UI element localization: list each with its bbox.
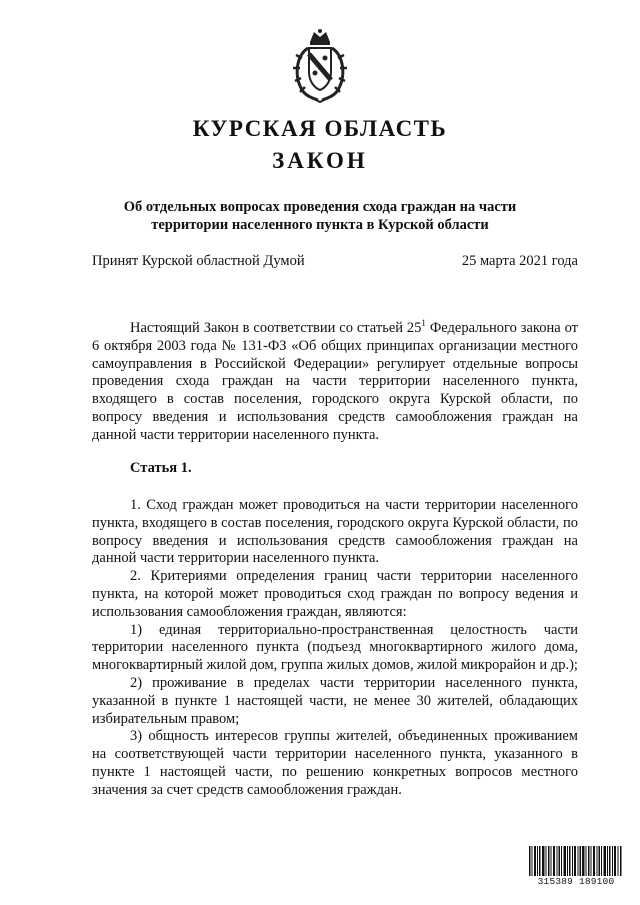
article-body: [92, 497, 578, 800]
coat-of-arms-emblem: [288, 28, 352, 104]
region-title: КУРСКАЯ ОБЛАСТЬ: [192, 116, 448, 141]
article-paragraph: 2) проживание в пределах части территории населенного пункта, указанной в пункте 1 настоящей части, не менее 30 жителей, обладающих избирательным правом;: [92, 674, 578, 727]
article-paragraph: 1. Сход граждан может проводиться на части территории населенного пункта, входящего в состав поселения, городского округа Курской области, по вопросу введения и использования средств самообложения граждан на данной части территории населенного пункта.: [92, 497, 578, 567]
superscript-article-number: 1: [421, 318, 426, 329]
article-paragraph: 2. Критериями определения границ части территории населенного пункта, на которой может проводиться сход граждан по вопросу ведения и использования самообложения граждан, являются:: [92, 568, 578, 620]
adopted-by: Принят Курской областной Думой: [92, 253, 305, 269]
barcode-number: 315389 189100: [537, 876, 615, 887]
article-heading: Статья 1.: [130, 460, 192, 476]
barcode-bars: [528, 846, 624, 876]
law-subject-title: Об отдельных вопросах проведения схода граждан на части территории населенного пункта в Курской области: [123, 199, 517, 233]
adoption-date: 25 марта 2021 года: [461, 253, 578, 269]
barcode: [528, 846, 624, 890]
document-type-title: ЗАКОН: [272, 148, 368, 173]
preamble-paragraph: Настоящий Закон в соответствии со статьей $25^1$ Федерального закона от 6 октября 2003 года № 131-ФЗ «Об общих принципах организации местного самоуправления в Российской Федерации» регулирует отдельные вопросы проведения схода граждан на части территории населенного пункта, входящего в состав поселения, городского округа Курской области, по вопросу введения и использования средств самообложения граждан на данной части территории населенного пункта.: [92, 318, 578, 443]
article-paragraph: 3) общность интересов группы жителей, объединенных проживанием на соответствующей части территории населенного пункта, указанного в пункте 1 настоящей части, по решению конкретных вопросов местного значения за счет средств самообложения граждан.: [92, 728, 578, 798]
article-paragraph: 1) единая территориально-пространственная целостность части территории населенного пункта (подъезд многоквартирного жилого дома, многоквартирный жилой дом, группа жилых домов, жилой микрорайон и др.);: [92, 621, 578, 674]
preamble: [92, 320, 578, 445]
